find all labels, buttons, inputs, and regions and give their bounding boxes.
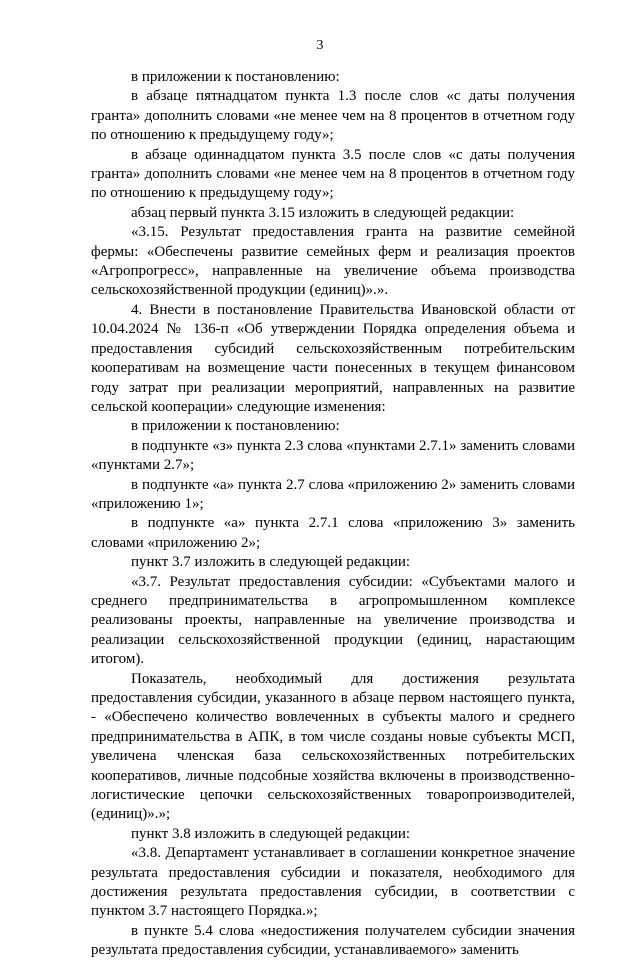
paragraph: «3.7. Результат предоставления субсидии: «Субъектами малого и среднего предпринимательства в агропромышленном комплексе реализованы проекты, направленные на увеличение производства и реализации сельскохозяйственной продукции (единиц, нарастающим итогом).	[91, 573, 575, 668]
paragraph: «3.15. Результат предоставления гранта на развитие семейной фермы: «Обеспечены развитие семейных ферм и реализация проектов «Агропрогресс», направленные на увеличение объема производства сельскохозяйственной продукции (единиц)».».	[91, 224, 575, 299]
document-body	[91, 68, 575, 961]
paragraph: Показатель, необходимый для достижения результата предоставления субсидии, указанного в абзаце первом настоящего пункта, - «Обеспечено количество вовлеченных в субъекты малого и среднего предпринимательства в АПК, в том числе созданы новые субъекты МСП, увеличена членская база сельскохозяйственных потребительских кооперативов, личные подсобные хозяйства включены в производственно-логистические цепочки сельскохозяйственных товаропроизводителей, (единиц)».»;	[91, 670, 575, 823]
paragraph: «3.8. Департамент устанавливает в соглашении конкретное значение результата предоставления субсидии и показателя, необходимого для достижения результата предоставления субсидии, в соответствии с пунктом 3.7 настоящего Порядка.»;	[91, 845, 575, 920]
paragraph: в приложении к постановлению:	[131, 418, 340, 435]
page-number: 3	[316, 38, 324, 53]
paragraph: в подпункте «з» пункта 2.3 слова «пунктами 2.7.1» заменить словами «пунктами 2.7»;	[91, 437, 575, 474]
paragraph: в подпункте «а» пункта 2.7 слова «приложению 2» заменить словами «приложению 1»;	[91, 476, 575, 512]
paragraph: в приложении к постановлению:	[131, 69, 340, 85]
paragraph: пункт 3.7 изложить в следующей редакции:	[131, 554, 411, 571]
paragraph: в пункте 5.4 слова «недостижения получателем субсидии значения результата предоставления субсидии, устанавливаемого» заменить	[91, 922, 575, 959]
paragraph: 4. Внести в постановление Правительства Ивановской области от 10.04.2024 № 136-п «Об утверждении Порядка определения объема и предоставления субсидий сельскохозяйственным потребительским кооперативам на возмещение части понесенных в текущем финансовом году затрат при реализации мероприятий, направленных на развитие сельской кооперации» следующие изменения:	[91, 301, 575, 415]
paragraph: в абзаце одиннадцатом пункта 3.5 после слов «с даты получения гранта» дополнить словами «не менее чем на 8 процентов в отчетном году по отношению к предыдущему году»;	[91, 146, 575, 202]
paragraph: в абзаце пятнадцатом пункта 1.3 после слов «с даты получения гранта» дополнить словами «не менее чем на 8 процентов в отчетном году по отношению к предыдущему году»;	[91, 88, 575, 144]
paragraph: в подпункте «а» пункта 2.7.1 слова «приложению 3» заменить словами «приложению 2»;	[91, 515, 575, 551]
paragraph: пункт 3.8 изложить в следующей редакции:	[131, 825, 411, 842]
paragraph: абзац первый пункта 3.15 изложить в следующей редакции:	[131, 204, 515, 221]
